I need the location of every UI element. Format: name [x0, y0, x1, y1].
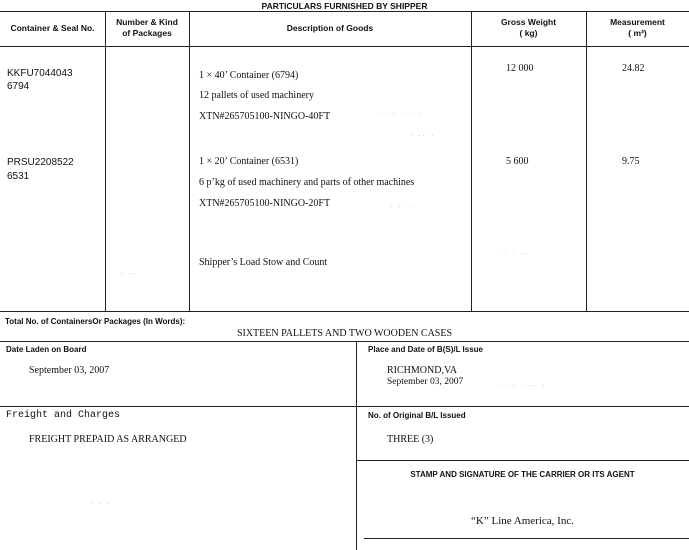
goods-line: XTN#265705100-NINGO-40FT: [199, 111, 331, 122]
section-divider: [356, 460, 689, 461]
freight-label: Freight and Charges: [6, 410, 121, 421]
scan-speckle: ·· · ··: [500, 250, 530, 258]
header-measure-line2: ( m³): [628, 28, 647, 38]
section-divider: [0, 341, 689, 342]
column-divider: [471, 11, 472, 311]
goods-line: XTN#265705100-NINGO-20FT: [199, 198, 331, 209]
section-divider: [0, 406, 689, 407]
place-issue-date: September 03, 2007: [387, 377, 464, 387]
total-packages-label: Total No. of ContainersOr Packages (In Words):: [5, 317, 186, 326]
column-divider: [189, 11, 190, 311]
goods-line: 12 pallets of used machinery: [199, 90, 314, 101]
table-bottom-border: [0, 311, 689, 312]
header-weight-line2: ( kg): [519, 28, 538, 38]
scan-speckle: · ··: [120, 270, 137, 278]
date-laden-value: September 03, 2007: [29, 365, 110, 376]
place-issue-label: Place and Date of B(S)/L Issue: [368, 345, 483, 354]
scan-speckle: · ·· ·: [410, 132, 436, 140]
place-issue-place: RICHMOND,VA: [387, 365, 458, 376]
total-packages-value: SIXTEEN PALLETS AND TWO WOODEN CASES: [236, 328, 453, 339]
column-divider: [105, 11, 106, 311]
header-container: Container & Seal No.: [10, 23, 95, 33]
seal-number: 6531: [7, 171, 30, 182]
freight-value: FREIGHT PREPAID AS ARRANGED: [29, 434, 187, 445]
date-laden-label: Date Laden on Board: [6, 345, 87, 354]
container-number: KKFU7044043: [7, 68, 73, 79]
originals-value: THREE (3): [387, 434, 434, 445]
measurement: 24.82: [622, 63, 645, 74]
goods-line: 1 × 40’ Container (6794): [199, 70, 299, 81]
gross-weight: 5 600: [506, 156, 529, 167]
column-divider: [586, 11, 587, 311]
signature-line: [364, 538, 689, 539]
goods-line: 6 p’kg of used machinery and parts of other machines: [199, 177, 415, 188]
measurement: 9.75: [622, 156, 640, 167]
header-packages: [105, 17, 189, 39]
gross-weight: 12 000: [506, 63, 534, 74]
scan-speckle: · · ··: [390, 203, 416, 211]
scan-speckle: · · ·: [90, 500, 112, 508]
seal-number: 6794: [7, 81, 30, 92]
header-packages-line2: of Packages: [122, 28, 172, 38]
header-packages-line1: Number & Kind: [116, 17, 178, 27]
scan-speckle: · ·· · ·· ·: [500, 382, 547, 390]
header-measurement: [586, 17, 689, 39]
goods-line: 1 × 20’ Container (6531): [199, 156, 299, 167]
header-weight: [471, 17, 586, 39]
originals-label: No. of Original B/L Issued: [368, 411, 466, 420]
container-number: PRSU2208522: [7, 157, 74, 168]
header-weight-line1: Gross Weight: [500, 17, 557, 27]
carrier-signature: “K” Line America, Inc.: [471, 515, 574, 527]
stamp-label: STAMP AND SIGNATURE OF THE CARRIER OR ITS AGENT: [410, 470, 635, 479]
header-description: Description of Goods: [286, 23, 374, 33]
scan-speckle: · ·· · · ·: [380, 110, 423, 118]
stow-count-note: Shipper’s Load Stow and Count: [199, 257, 328, 268]
header-measure-line1: Measurement: [610, 17, 665, 27]
form-title: PARTICULARS FURNISHED BY SHIPPER: [261, 1, 428, 11]
